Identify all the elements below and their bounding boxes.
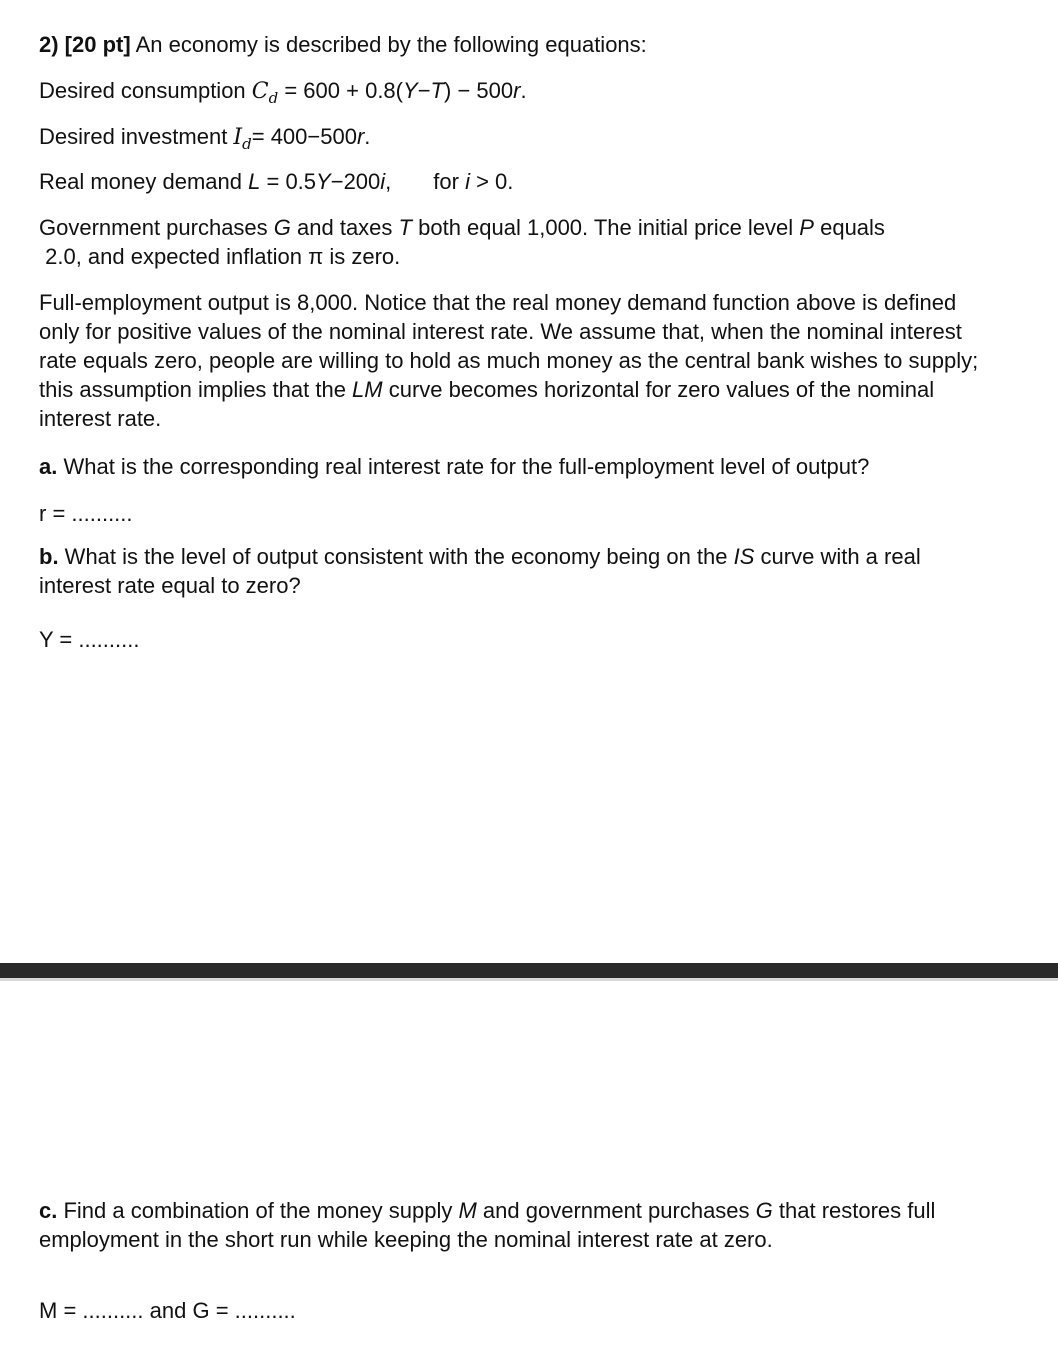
money-demand-l: L <box>248 169 261 194</box>
part-c-answer-row <box>39 1296 296 1325</box>
money-demand-equation <box>39 167 513 196</box>
part-c-g: G <box>755 1198 773 1223</box>
question-header <box>39 30 647 59</box>
part-b-is: IS <box>733 544 755 569</box>
para2-lm: LM <box>352 377 383 402</box>
part-c-and: and <box>143 1298 193 1323</box>
consumption-symbol: C <box>251 79 269 104</box>
para2-a: Full-employment output is 8,000. Notice that the real money demand function above is defined only for positive values of the nominal interest rate. We assume that, when the nominal interest rate equals zero, people are willing to hold as much money as the central bank wishes to supply; this assumption implies that the <box>39 290 979 402</box>
investment-label: Desired investment <box>39 124 234 149</box>
part-a-question <box>39 452 869 481</box>
part-b-text-b: curve with a real interest rate equal to zero? <box>39 544 921 598</box>
part-c-letter: c. <box>39 1198 58 1223</box>
investment-rest: = 400−500 <box>251 124 357 149</box>
para1-t: T <box>398 215 412 240</box>
question-intro: An economy is described by the following equations: <box>130 32 647 57</box>
consumption-minus: − <box>417 78 431 103</box>
investment-r: r <box>356 124 365 149</box>
consumption-r: r <box>513 78 521 103</box>
part-c-answer-g: G = .......... <box>192 1298 296 1323</box>
investment-end: . <box>364 124 371 149</box>
part-c-question <box>39 1196 989 1254</box>
para1-c: both equal 1,000. The initial price level <box>412 215 800 240</box>
consumption-subscript: d <box>268 89 279 107</box>
money-demand-for: for <box>433 169 466 194</box>
part-a-answer-blank: r = .......... <box>39 501 133 526</box>
para1-p: P <box>799 215 814 240</box>
part-b-text-a: What is the level of output consistent with the economy being on the <box>58 544 734 569</box>
paragraph-government <box>39 213 885 271</box>
para1-b: and taxes <box>290 215 399 240</box>
investment-equation <box>39 122 370 154</box>
page-divider <box>0 963 1058 981</box>
paragraph-full-employment <box>39 288 979 433</box>
para2-b: curve becomes horizontal for zero values of the nominal interest rate. <box>39 377 935 431</box>
money-demand-eq: = 0.5 <box>260 169 317 194</box>
money-demand-y: Y <box>316 169 331 194</box>
money-demand-comma: , <box>385 169 392 194</box>
consumption-end: . <box>520 78 527 103</box>
part-c-m: M <box>458 1198 477 1223</box>
para1-a: Government purchases <box>39 215 274 240</box>
part-c-answer-m: M = .......... <box>39 1298 144 1323</box>
para1-g: G <box>273 215 291 240</box>
investment-symbol: I <box>233 125 243 150</box>
part-c-text-a: Find a combination of the money supply <box>57 1198 459 1223</box>
consumption-label: Desired consumption <box>39 78 252 103</box>
part-b-answer-blank: Y = .......... <box>39 627 140 652</box>
part-b-question <box>39 542 969 600</box>
money-demand-condition: > 0. <box>469 169 514 194</box>
investment-subscript: d <box>242 135 252 153</box>
part-a-letter: a. <box>39 454 58 479</box>
part-c-text-c: that restores full employment in the short run while keeping the nominal interest rate at zero. <box>39 1198 936 1252</box>
paragraph-government-line2: 2.0, and expected inflation π is zero. <box>39 244 401 269</box>
consumption-t: T <box>430 78 444 103</box>
part-a-text: What is the corresponding real interest rate for the full-employment level of output? <box>57 454 870 479</box>
money-demand-i: i <box>380 169 386 194</box>
money-demand-label: Real money demand <box>39 169 249 194</box>
consumption-y: Y <box>403 78 418 103</box>
paragraph-government-line1 <box>39 213 885 242</box>
question-number: 2) [20 pt] <box>39 32 131 57</box>
consumption-rest-b: ) − 500 <box>444 78 514 103</box>
part-c-text-b: and government purchases <box>476 1198 756 1223</box>
para1-d: equals <box>813 215 885 240</box>
part-b-letter: b. <box>39 544 59 569</box>
money-demand-mid: −200 <box>330 169 381 194</box>
money-demand-i2: i <box>465 169 470 194</box>
consumption-equation <box>39 76 527 108</box>
consumption-rest-a: = 600 + 0.8( <box>278 78 403 103</box>
